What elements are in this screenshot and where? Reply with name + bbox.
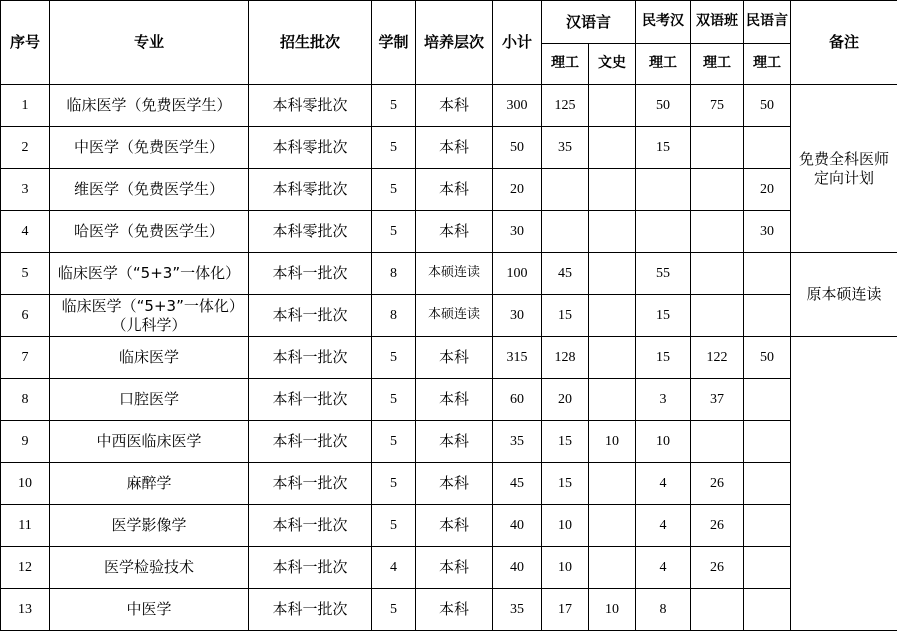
cell-minkaohan: 15 (636, 295, 691, 337)
table-row (1, 337, 897, 379)
table-row (1, 421, 897, 463)
cell-batch: 本科一批次 (249, 505, 372, 547)
cell-han-wenshi: 10 (589, 589, 636, 631)
cell-batch: 本科一批次 (249, 589, 372, 631)
cell-years: 5 (372, 169, 416, 211)
subheader-syb-ligong: 理工 (691, 44, 744, 85)
cell-subtotal: 300 (493, 85, 542, 127)
cell-minyuyan (744, 127, 791, 169)
table-row (1, 211, 897, 253)
cell-batch: 本科零批次 (249, 211, 372, 253)
cell-han-wenshi (589, 463, 636, 505)
cell-years: 8 (372, 253, 416, 295)
cell-bilingual (691, 421, 744, 463)
cell-major: 临床医学（免费医学生） (50, 85, 249, 127)
cell-level: 本科 (416, 589, 493, 631)
cell-major: 口腔医学 (50, 379, 249, 421)
cell-minkaohan: 4 (636, 505, 691, 547)
cell-years: 5 (372, 505, 416, 547)
header-subtotal: 小计 (493, 1, 542, 85)
cell-seq: 8 (1, 379, 50, 421)
cell-minyuyan (744, 463, 791, 505)
cell-subtotal: 315 (493, 337, 542, 379)
cell-major: 哈医学（免费医学生） (50, 211, 249, 253)
cell-subtotal: 35 (493, 589, 542, 631)
cell-years: 5 (372, 379, 416, 421)
cell-bilingual (691, 589, 744, 631)
cell-minkaohan: 10 (636, 421, 691, 463)
cell-han-ligong: 10 (542, 505, 589, 547)
subheader-mkh-ligong: 理工 (636, 44, 691, 85)
cell-minyuyan: 20 (744, 169, 791, 211)
cell-han-wenshi (589, 127, 636, 169)
cell-seq: 5 (1, 253, 50, 295)
cell-han-ligong: 128 (542, 337, 589, 379)
cell-minkaohan: 4 (636, 547, 691, 589)
cell-han-wenshi (589, 295, 636, 337)
cell-batch: 本科一批次 (249, 379, 372, 421)
cell-bilingual (691, 253, 744, 295)
cell-han-wenshi (589, 337, 636, 379)
cell-han-ligong: 15 (542, 421, 589, 463)
cell-major: 医学检验技术 (50, 547, 249, 589)
cell-minyuyan (744, 589, 791, 631)
cell-han-ligong (542, 211, 589, 253)
header-remark: 备注 (791, 1, 897, 85)
cell-bilingual: 26 (691, 463, 744, 505)
cell-years: 8 (372, 295, 416, 337)
table-row (1, 253, 897, 295)
cell-han-wenshi (589, 505, 636, 547)
cell-han-ligong: 17 (542, 589, 589, 631)
cell-major: 维医学（免费医学生） (50, 169, 249, 211)
header-years: 学制 (372, 1, 416, 85)
cell-seq: 3 (1, 169, 50, 211)
cell-batch: 本科一批次 (249, 421, 372, 463)
cell-major: 临床医学（“5+3”一体化） (50, 253, 249, 295)
cell-seq: 6 (1, 295, 50, 337)
cell-han-wenshi (589, 211, 636, 253)
table-row (1, 295, 897, 337)
cell-subtotal: 40 (493, 505, 542, 547)
cell-minyuyan: 30 (744, 211, 791, 253)
header-row (1, 1, 897, 44)
header-level: 培养层次 (416, 1, 493, 85)
header-bilingual: 双语班 (691, 1, 744, 44)
cell-major: 麻醉学 (50, 463, 249, 505)
remark-combined: 原本硕连读 (791, 253, 897, 337)
cell-subtotal: 40 (493, 547, 542, 589)
cell-years: 5 (372, 589, 416, 631)
cell-han-wenshi (589, 169, 636, 211)
cell-major: 中医学（免费医学生） (50, 127, 249, 169)
remark-empty (791, 337, 897, 631)
cell-han-wenshi (589, 85, 636, 127)
table-row (1, 127, 897, 169)
cell-major: 医学影像学 (50, 505, 249, 547)
cell-minyuyan (744, 253, 791, 295)
cell-seq: 12 (1, 547, 50, 589)
cell-years: 5 (372, 127, 416, 169)
cell-seq: 7 (1, 337, 50, 379)
cell-bilingual: 37 (691, 379, 744, 421)
cell-subtotal: 30 (493, 295, 542, 337)
cell-level: 本科 (416, 547, 493, 589)
cell-seq: 2 (1, 127, 50, 169)
cell-years: 5 (372, 463, 416, 505)
cell-major: 临床医学（“5+3”一体化）（儿科学） (50, 295, 249, 337)
cell-batch: 本科一批次 (249, 337, 372, 379)
header-major: 专业 (50, 1, 249, 85)
cell-bilingual (691, 127, 744, 169)
cell-han-ligong: 35 (542, 127, 589, 169)
cell-level: 本科 (416, 463, 493, 505)
cell-han-ligong: 10 (542, 547, 589, 589)
cell-level: 本科 (416, 505, 493, 547)
cell-minyuyan (744, 421, 791, 463)
cell-batch: 本科零批次 (249, 169, 372, 211)
cell-years: 5 (372, 337, 416, 379)
cell-seq: 4 (1, 211, 50, 253)
cell-batch: 本科一批次 (249, 295, 372, 337)
cell-minkaohan: 8 (636, 589, 691, 631)
cell-level: 本科 (416, 421, 493, 463)
cell-level: 本科 (416, 211, 493, 253)
cell-subtotal: 45 (493, 463, 542, 505)
cell-minkaohan: 15 (636, 337, 691, 379)
cell-level: 本硕连读 (416, 295, 493, 337)
remark-free-plan: 免费全科医师定向计划 (791, 85, 897, 253)
cell-years: 5 (372, 211, 416, 253)
cell-minkaohan: 4 (636, 463, 691, 505)
table-row (1, 169, 897, 211)
cell-seq: 9 (1, 421, 50, 463)
header-han: 汉语言 (542, 1, 636, 44)
cell-subtotal: 60 (493, 379, 542, 421)
cell-bilingual (691, 211, 744, 253)
table-row (1, 547, 897, 589)
cell-minyuyan: 50 (744, 337, 791, 379)
cell-minkaohan (636, 211, 691, 253)
header-batch: 招生批次 (249, 1, 372, 85)
cell-han-ligong (542, 169, 589, 211)
header-minyuyan: 民语言 (744, 1, 791, 44)
cell-years: 5 (372, 421, 416, 463)
table-row (1, 589, 897, 631)
cell-han-wenshi (589, 379, 636, 421)
cell-bilingual (691, 295, 744, 337)
cell-minkaohan: 50 (636, 85, 691, 127)
cell-level: 本科 (416, 337, 493, 379)
cell-major: 中西医临床医学 (50, 421, 249, 463)
cell-bilingual: 26 (691, 505, 744, 547)
table-row (1, 505, 897, 547)
cell-batch: 本科零批次 (249, 85, 372, 127)
cell-subtotal: 20 (493, 169, 542, 211)
cell-seq: 1 (1, 85, 50, 127)
cell-seq: 13 (1, 589, 50, 631)
subheader-myy-ligong: 理工 (744, 44, 791, 85)
cell-han-ligong: 20 (542, 379, 589, 421)
cell-minkaohan: 15 (636, 127, 691, 169)
cell-han-ligong: 15 (542, 463, 589, 505)
cell-major: 中医学 (50, 589, 249, 631)
cell-han-ligong: 125 (542, 85, 589, 127)
cell-level: 本科 (416, 169, 493, 211)
cell-batch: 本科一批次 (249, 463, 372, 505)
cell-batch: 本科一批次 (249, 547, 372, 589)
subheader-han-ligong: 理工 (542, 44, 589, 85)
cell-level: 本科 (416, 85, 493, 127)
cell-subtotal: 35 (493, 421, 542, 463)
cell-bilingual (691, 169, 744, 211)
table-row (1, 379, 897, 421)
cell-han-wenshi (589, 547, 636, 589)
cell-han-wenshi (589, 253, 636, 295)
cell-minkaohan (636, 169, 691, 211)
cell-years: 4 (372, 547, 416, 589)
subheader-han-wenshi: 文史 (589, 44, 636, 85)
cell-subtotal: 50 (493, 127, 542, 169)
header-seq: 序号 (1, 1, 50, 85)
cell-bilingual: 26 (691, 547, 744, 589)
cell-years: 5 (372, 85, 416, 127)
cell-minkaohan: 3 (636, 379, 691, 421)
cell-bilingual: 75 (691, 85, 744, 127)
cell-bilingual: 122 (691, 337, 744, 379)
header-minkaohan: 民考汉 (636, 1, 691, 44)
cell-batch: 本科零批次 (249, 127, 372, 169)
cell-minyuyan (744, 379, 791, 421)
cell-seq: 10 (1, 463, 50, 505)
cell-minyuyan: 50 (744, 85, 791, 127)
cell-minyuyan (744, 547, 791, 589)
table-row (1, 463, 897, 505)
cell-major: 临床医学 (50, 337, 249, 379)
table-row (1, 85, 897, 127)
cell-subtotal: 30 (493, 211, 542, 253)
cell-minyuyan (744, 295, 791, 337)
cell-level: 本硕连读 (416, 253, 493, 295)
cell-seq: 11 (1, 505, 50, 547)
cell-level: 本科 (416, 127, 493, 169)
cell-level: 本科 (416, 379, 493, 421)
cell-subtotal: 100 (493, 253, 542, 295)
cell-han-ligong: 45 (542, 253, 589, 295)
cell-minkaohan: 55 (636, 253, 691, 295)
cell-minyuyan (744, 505, 791, 547)
cell-han-wenshi: 10 (589, 421, 636, 463)
cell-han-ligong: 15 (542, 295, 589, 337)
cell-batch: 本科一批次 (249, 253, 372, 295)
